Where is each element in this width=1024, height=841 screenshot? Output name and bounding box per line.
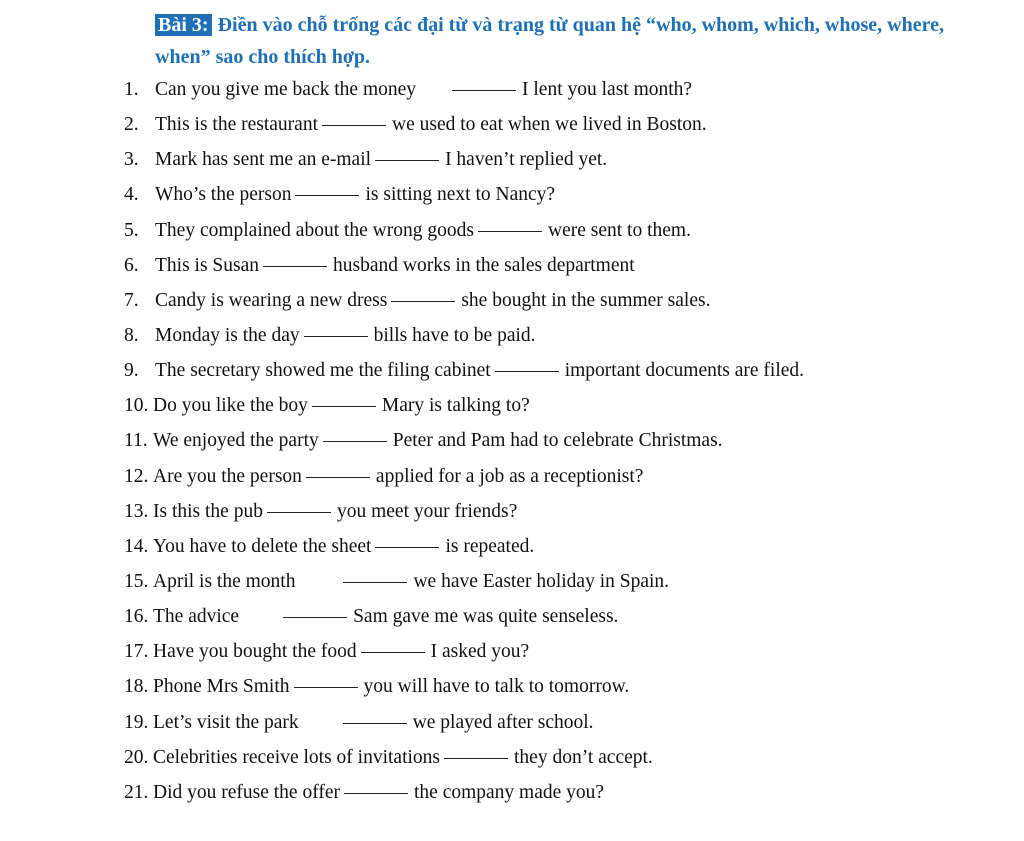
question-number: 18. xyxy=(124,676,149,698)
question-number: 5. xyxy=(124,219,139,241)
question-item xyxy=(124,283,1004,318)
question-number: 13. xyxy=(124,500,149,522)
question-number: 17. xyxy=(124,641,149,663)
answer-blank[interactable] xyxy=(478,230,542,232)
answer-blank[interactable] xyxy=(444,757,508,759)
question-text-before: Celebrities receive lots of invitations xyxy=(153,746,441,768)
question-text-before: This is Susan xyxy=(155,254,260,276)
question-text-after: I lent you last month? xyxy=(522,79,693,100)
question-text-after: the company made you? xyxy=(414,781,605,803)
question-text-after: is repeated. xyxy=(445,535,535,557)
question-text-before: Monday is the day xyxy=(155,324,300,346)
question-number: 8. xyxy=(124,324,139,346)
question-number: 14. xyxy=(124,535,149,557)
question-item xyxy=(124,388,1004,423)
exercise-heading xyxy=(155,9,955,73)
question-item xyxy=(124,599,1004,634)
question-text-before: April is the month xyxy=(153,570,296,592)
exercise-badge: Bài 3: xyxy=(155,14,212,36)
answer-blank[interactable] xyxy=(361,651,425,653)
question-text-before: Have you bought the food xyxy=(153,641,357,663)
question-number: 19. xyxy=(124,711,149,733)
question-list xyxy=(124,72,1004,810)
question-text-before: The secretary showed me the filing cabinet xyxy=(155,360,491,382)
question-number: 7. xyxy=(124,289,139,311)
answer-blank[interactable] xyxy=(263,265,327,267)
answer-blank[interactable] xyxy=(304,335,368,337)
answer-blank[interactable] xyxy=(323,440,387,442)
question-text-before: Do you like the boy xyxy=(153,395,308,417)
question-number: 12. xyxy=(124,465,149,487)
question-text-before: Phone Mrs Smith xyxy=(153,676,290,698)
question-text-after: were sent to them. xyxy=(547,219,691,241)
question-text-after: Sam gave me was quite senseless. xyxy=(353,606,619,628)
question-number: 1. xyxy=(124,79,139,100)
question-text-before: This is the restaurant xyxy=(155,114,318,136)
question-text-after: Peter and Pam had to celebrate Christmas. xyxy=(392,430,723,452)
question-item xyxy=(124,494,1004,529)
question-text-before: Are you the person xyxy=(153,465,302,487)
question-item xyxy=(124,564,1004,599)
answer-blank[interactable] xyxy=(312,405,376,407)
question-text-after: I haven’t replied yet. xyxy=(445,149,608,171)
answer-blank[interactable] xyxy=(306,476,370,478)
question-text-after: bills have to be paid. xyxy=(373,324,536,346)
question-text-before: They complained about the wrong goods xyxy=(155,219,474,241)
question-text-before: We enjoyed the party xyxy=(153,430,319,452)
question-text-before: Let’s visit the park xyxy=(153,711,299,733)
question-number: 9. xyxy=(124,360,139,382)
answer-blank[interactable] xyxy=(267,511,331,513)
question-text-before: Can you give me back the money xyxy=(155,79,417,100)
question-number: 4. xyxy=(124,184,139,206)
question-text-after: important documents are filed. xyxy=(564,360,805,382)
question-number: 3. xyxy=(124,149,139,171)
question-number: 6. xyxy=(124,254,139,276)
answer-blank[interactable] xyxy=(344,792,408,794)
question-number: 15. xyxy=(124,570,149,592)
question-item xyxy=(124,248,1004,283)
question-text-after: I asked you? xyxy=(430,641,530,663)
question-text-after: Mary is talking to? xyxy=(381,395,530,417)
question-number: 11. xyxy=(124,430,148,452)
question-text-after: husband works in the sales department xyxy=(333,254,635,276)
answer-blank[interactable] xyxy=(391,300,455,302)
question-text-after: they don’t accept. xyxy=(514,746,653,768)
question-text-before: Candy is wearing a new dress xyxy=(155,289,388,311)
question-item xyxy=(124,740,1004,775)
question-text-after: we have Easter holiday in Spain. xyxy=(413,570,670,592)
question-number: 20. xyxy=(124,746,149,768)
question-text-after: is sitting next to Nancy? xyxy=(365,184,556,206)
answer-blank[interactable] xyxy=(322,124,386,126)
question-number: 21. xyxy=(124,781,149,803)
answer-blank[interactable] xyxy=(295,194,359,196)
answer-blank[interactable] xyxy=(343,581,407,583)
question-item xyxy=(124,775,1004,810)
answer-blank[interactable] xyxy=(343,722,407,724)
question-text-after: you will have to talk to tomorrow. xyxy=(363,676,630,698)
question-item xyxy=(124,177,1004,212)
question-item xyxy=(124,459,1004,494)
question-text-before: Is this the pub xyxy=(153,500,263,522)
answer-blank[interactable] xyxy=(375,159,439,161)
question-text-after: we played after school. xyxy=(412,711,594,733)
question-item xyxy=(124,705,1004,740)
question-number: 16. xyxy=(124,606,149,628)
question-text-after: she bought in the summer sales. xyxy=(461,289,711,311)
question-item xyxy=(124,353,1004,388)
question-item xyxy=(124,529,1004,564)
answer-blank[interactable] xyxy=(294,686,358,688)
question-item xyxy=(124,318,1004,353)
question-text-after: you meet your friends? xyxy=(336,500,518,522)
exercise-instruction: Điền vào chỗ trống các đại từ và trạng từ quan hệ “who, whom, which, whose, where, when” sao cho thích hợp. xyxy=(155,14,944,68)
question-item xyxy=(124,142,1004,177)
question-item xyxy=(124,107,1004,142)
question-text-before: Who’s the person xyxy=(155,184,292,206)
answer-blank[interactable] xyxy=(495,370,559,372)
answer-blank[interactable] xyxy=(375,546,439,548)
question-item xyxy=(124,669,1004,704)
answer-blank[interactable] xyxy=(283,616,347,618)
answer-blank[interactable] xyxy=(452,89,516,91)
question-item xyxy=(124,213,1004,248)
question-item xyxy=(124,423,1004,458)
question-text-before: You have to delete the sheet xyxy=(153,535,372,557)
question-number: 10. xyxy=(124,395,149,417)
question-item xyxy=(124,634,1004,669)
question-number: 2. xyxy=(124,114,139,136)
question-text-after: we used to eat when we lived in Boston. xyxy=(392,114,707,136)
question-text-before: Did you refuse the offer xyxy=(153,781,340,803)
question-text-before: Mark has sent me an e-mail xyxy=(155,149,372,171)
question-item xyxy=(124,72,1004,107)
question-text-before: The advice xyxy=(153,606,240,628)
question-text-after: applied for a job as a receptionist? xyxy=(375,465,644,487)
